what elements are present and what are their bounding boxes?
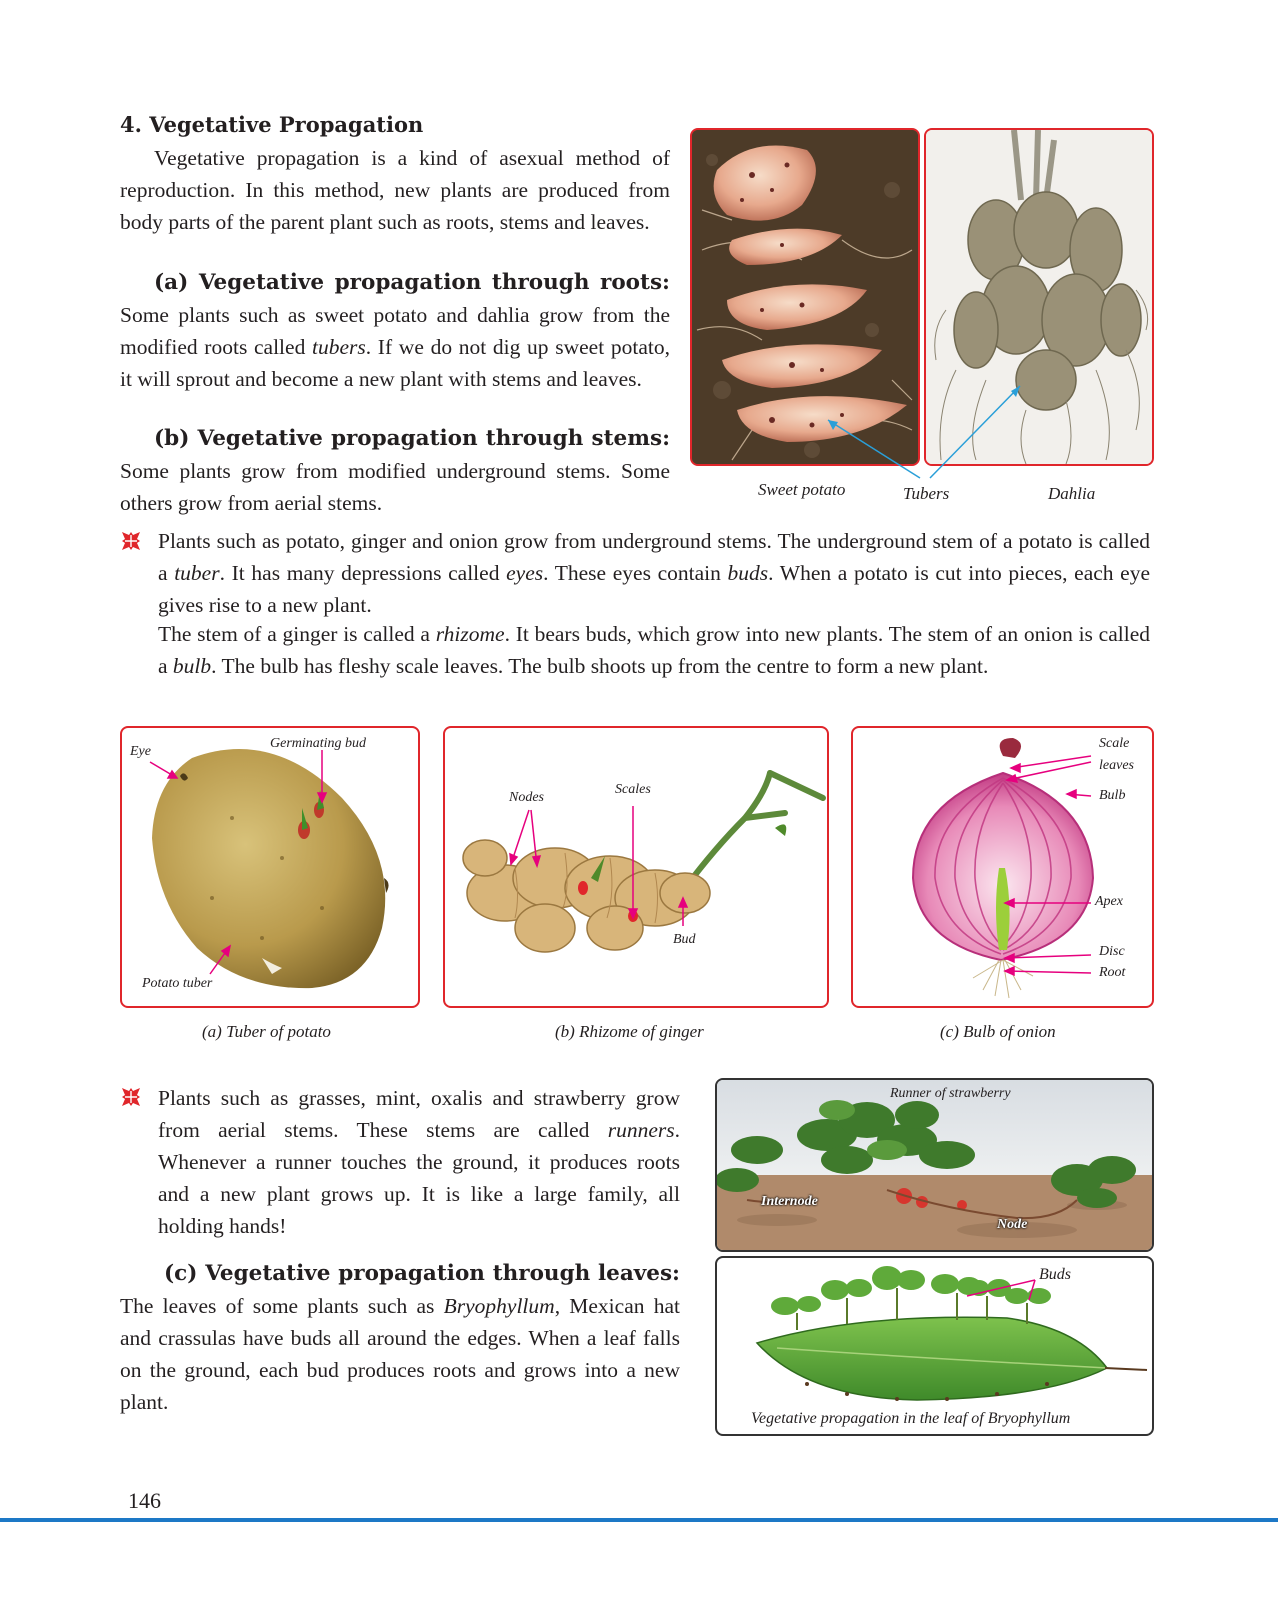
label-node: Node	[997, 1217, 1028, 1232]
term-bryophyllum: Bryophyllum	[443, 1294, 555, 1318]
label-scales: Scales	[615, 782, 651, 797]
ginger-illustration	[445, 728, 827, 1006]
caption-onion: (c) Bulb of onion	[940, 1022, 1056, 1041]
stems-heading: (b) Vegetative propagation through stems:	[154, 426, 670, 451]
label-runner-of-strawberry: Runner of strawberry	[890, 1086, 1011, 1101]
leaves-text-a: The leaves of some plants such as	[120, 1294, 444, 1318]
leaves-paragraph	[120, 1257, 680, 1418]
strawberry-runner-photo	[715, 1078, 1154, 1252]
strawberry-illustration	[717, 1080, 1152, 1250]
label-tubers: Tubers	[903, 484, 950, 503]
roots-text-a: Some plants such as sweet potato and dahlia grow from the modified roots called	[120, 303, 670, 359]
label-eye: Eye	[130, 744, 151, 759]
label-apex: Apex	[1095, 894, 1123, 909]
term-rhizome: rhizome	[435, 622, 505, 646]
term-tuber: tuber	[174, 561, 220, 585]
stems-text: Some plants grow from modified underground stems. Some others grow from aerial stems.	[120, 459, 670, 515]
bullet1-text-g: . The bulb has fleshy scale leaves. The bulb shoots up from the centre to form a new plant.	[211, 654, 989, 678]
label-bud: Bud	[673, 932, 696, 947]
intro-text: Vegetative propagation is a kind of asexual method of reproduction. In this method, new plants are produced from body parts of the parent plant such as roots, stems and leaves.	[120, 146, 670, 234]
roots-paragraph	[120, 266, 670, 395]
label-root: Root	[1099, 965, 1126, 980]
onion-bulb-figure	[851, 726, 1154, 1008]
leaves-text-b: , Mexican hat and crassulas have buds all around the edges. When a leaf falls on the ground, each bud produces roots and grows into a new plant.	[120, 1294, 680, 1414]
caption-bryophyllum: Vegetative propagation in the leaf of Bryophyllum	[751, 1410, 1071, 1427]
label-nodes: Nodes	[509, 790, 544, 805]
section-heading: 4. Vegetative Propagation	[120, 112, 424, 137]
label-bulb: Bulb	[1099, 788, 1126, 803]
roots-text-b: . If we do not dig up sweet potato, it will sprout and become a new plant with stems and leaves.	[120, 335, 670, 391]
stems-paragraph	[120, 422, 670, 519]
bullet1-paragraph1	[158, 525, 1150, 621]
bryophyllum-figure	[715, 1256, 1154, 1436]
term-eyes: eyes	[506, 561, 544, 585]
label-potato-tuber: Potato tuber	[142, 976, 213, 991]
label-leaves: leaves	[1099, 758, 1134, 773]
bullet2-text-b: . Whenever a runner touches the ground, it produces roots and a new plant grows up. It is like a large family, all holding hands!	[158, 1118, 680, 1238]
label-buds: Buds	[1039, 1266, 1071, 1283]
bullet1-text-f: . It bears buds, which grow into new plants. The stem of an onion is called a	[158, 622, 1151, 678]
bullet1-text-a: Plants such as potato, ginger and onion grow from underground stems. The underground stem of a potato is called a	[158, 529, 1150, 585]
maltese-cross-bullet-icon	[120, 530, 142, 552]
term-runners: runners	[607, 1118, 675, 1142]
term-tubers: tubers	[312, 335, 366, 359]
label-sweet-potato: Sweet potato	[758, 480, 846, 499]
label-germinating-bud: Germinating bud	[270, 736, 367, 751]
potato-illustration	[122, 728, 418, 1006]
term-bulb: bulb	[172, 654, 212, 678]
caption-potato: (a) Tuber of potato	[202, 1022, 331, 1041]
term-buds: buds	[727, 561, 769, 585]
bullet1-text-b: . It has many depressions called	[219, 561, 507, 585]
leaves-heading: (c) Vegetative propagation through leaves:	[164, 1261, 680, 1286]
bullet1-paragraph2	[158, 618, 1150, 682]
label-dahlia: Dahlia	[1048, 484, 1096, 503]
roots-heading: (a) Vegetative propagation through roots:	[154, 270, 670, 295]
bullet1-text-d: . When a potato is cut into pieces, each eye gives rise to a new plant.	[158, 561, 1151, 617]
intro-paragraph	[120, 142, 670, 238]
page-number: 146	[128, 1488, 161, 1513]
bryophyllum-illustration	[717, 1258, 1152, 1434]
label-internode: Internode	[761, 1194, 818, 1209]
bullet2-paragraph	[158, 1082, 680, 1242]
footer-rule	[0, 1518, 1278, 1522]
tubers-pointer-lines	[820, 380, 1040, 492]
label-disc: Disc	[1099, 944, 1125, 959]
ginger-rhizome-figure	[443, 726, 829, 1008]
bullet1-text-c: . These eyes contain	[543, 561, 728, 585]
bullet2-text-a: Plants such as grasses, mint, oxalis and strawberry grow from aerial stems. These stems are called	[158, 1086, 680, 1142]
label-scale: Scale	[1099, 736, 1130, 751]
maltese-cross-bullet-icon-2	[120, 1086, 142, 1108]
caption-ginger: (b) Rhizome of ginger	[555, 1022, 704, 1041]
potato-tuber-figure	[120, 726, 420, 1008]
bullet1-text-e: The stem of a ginger is called a	[158, 622, 436, 646]
